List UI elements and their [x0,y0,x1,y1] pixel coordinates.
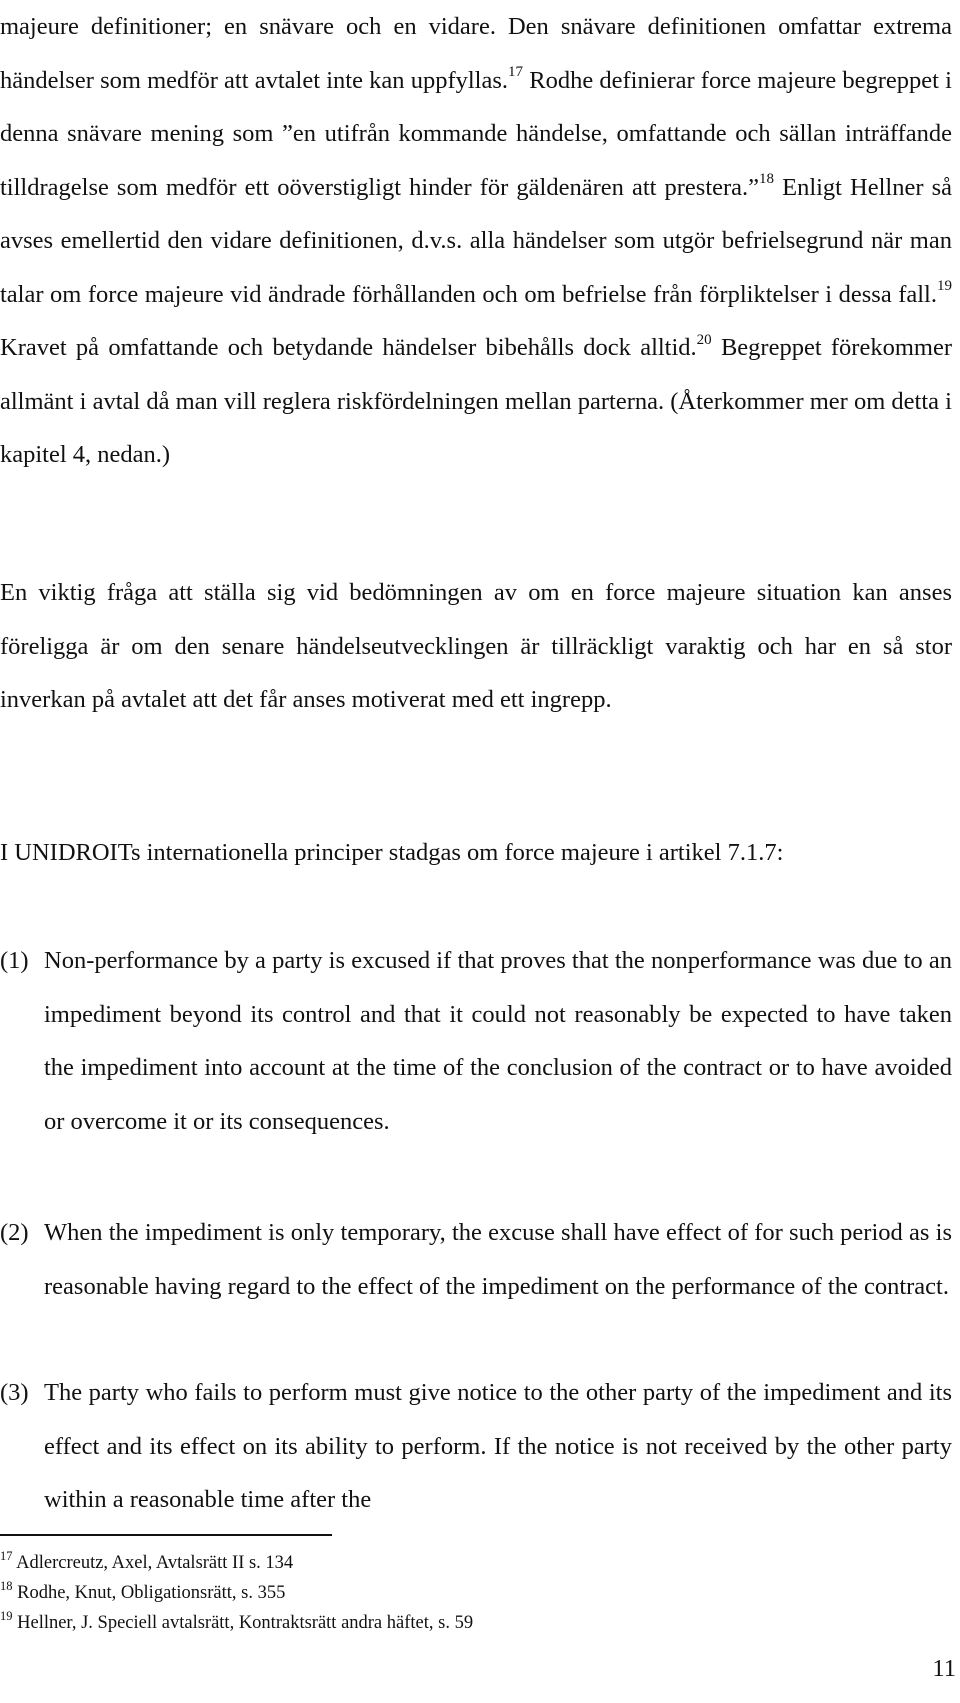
footnote-divider [0,1534,332,1536]
list-text: The party who fails to perform must give notice to the other party of the impediment and its effect and its effect on its ability to perform. If the notice is not received by the other party within a reasonable time after the [44,1379,952,1513]
footnote-number: 17 [0,1548,13,1563]
list-item-1 [0,934,952,1148]
footnote-number: 19 [0,1608,13,1623]
footnote-18 [0,1578,952,1608]
body-paragraph-2: En viktig fråga att ställa sig vid bedömningen av om en force majeure situation kan anses föreligga är om den senare händelseutvecklingen är tillräckligt varaktig och har en så stor inverkan på avtalet att det får anses motiverat med ett ingrepp. [0,579,952,713]
footnote-number: 18 [0,1578,13,1593]
body-paragraph-3: I UNIDROITs internationella principer stadgas om force majeure i artikel 7.1.7: [0,839,784,866]
footnote-ref-18[interactable]: 18 [759,171,775,188]
list-number: (1) [0,947,29,974]
footnote-text: Hellner, J. Speciell avtalsrätt, Kontraktsrätt andra häftet, s. 59 [17,1613,474,1633]
footnote-text: Rodhe, Knut, Obligationsrätt, s. 355 [17,1583,286,1603]
list-text: Non-performance by a party is excused if that proves that the nonperformance was due to an impediment beyond its control and that it could not reasonably be expected to have taken the impediment into account at the time of the conclusion of the contract or to have avoided or overcome it or its consequences. [44,947,952,1135]
list-item-2 [0,1206,952,1313]
footnote-17 [0,1548,952,1578]
footnotes [0,1548,952,1638]
footnote-19 [0,1608,952,1638]
footnote-ref-19[interactable]: 19 [937,278,952,295]
footnote-text: Adlercreutz, Axel, Avtalsrätt II s. 134 [16,1553,294,1573]
list-number: (2) [0,1219,29,1246]
list-item-3 [0,1366,952,1527]
page-number: 11 [932,1655,956,1682]
list-text: When the impediment is only temporary, the excuse shall have effect of for such period as is reasonable having regard to the effect of the impediment on the performance of the contract. [44,1219,952,1300]
body-paragraph-1: majeure definitioner; en snävare och en vidare. Den snävare definitionen omfattar extrema händelser som medför att avtalet inte kan uppfyllas.$^{17}$ Rodhe definierar force majeure begreppet i denna snävare mening som ”en utifrån kommande händelse, omfattande och sällan inträffande tilldragelse som medför ett oöverstigligt hinder för gäldenären att prestera.”$^{18}$ Enligt Hellner så avses emellertid den vidare definitionen, d.v.s. alla händelser som utgör befrielsegrund när man talar om force majeure vid ändrade förhållanden och om befrielse från förpliktelser i dessa fall.$^{19}$ Kravet på omfattande och betydande händelser bibehålls dock alltid.$^{20}$ Begreppet förekommer allmänt i avtal då man vill reglera riskfördelningen mellan parterna. (Återkommer mer om detta i kapitel 4, nedan.) [0,13,952,468]
footnote-ref-17[interactable]: 17 [508,64,524,81]
list-number: (3) [0,1379,29,1406]
footnote-ref-20[interactable]: 20 [696,331,712,348]
